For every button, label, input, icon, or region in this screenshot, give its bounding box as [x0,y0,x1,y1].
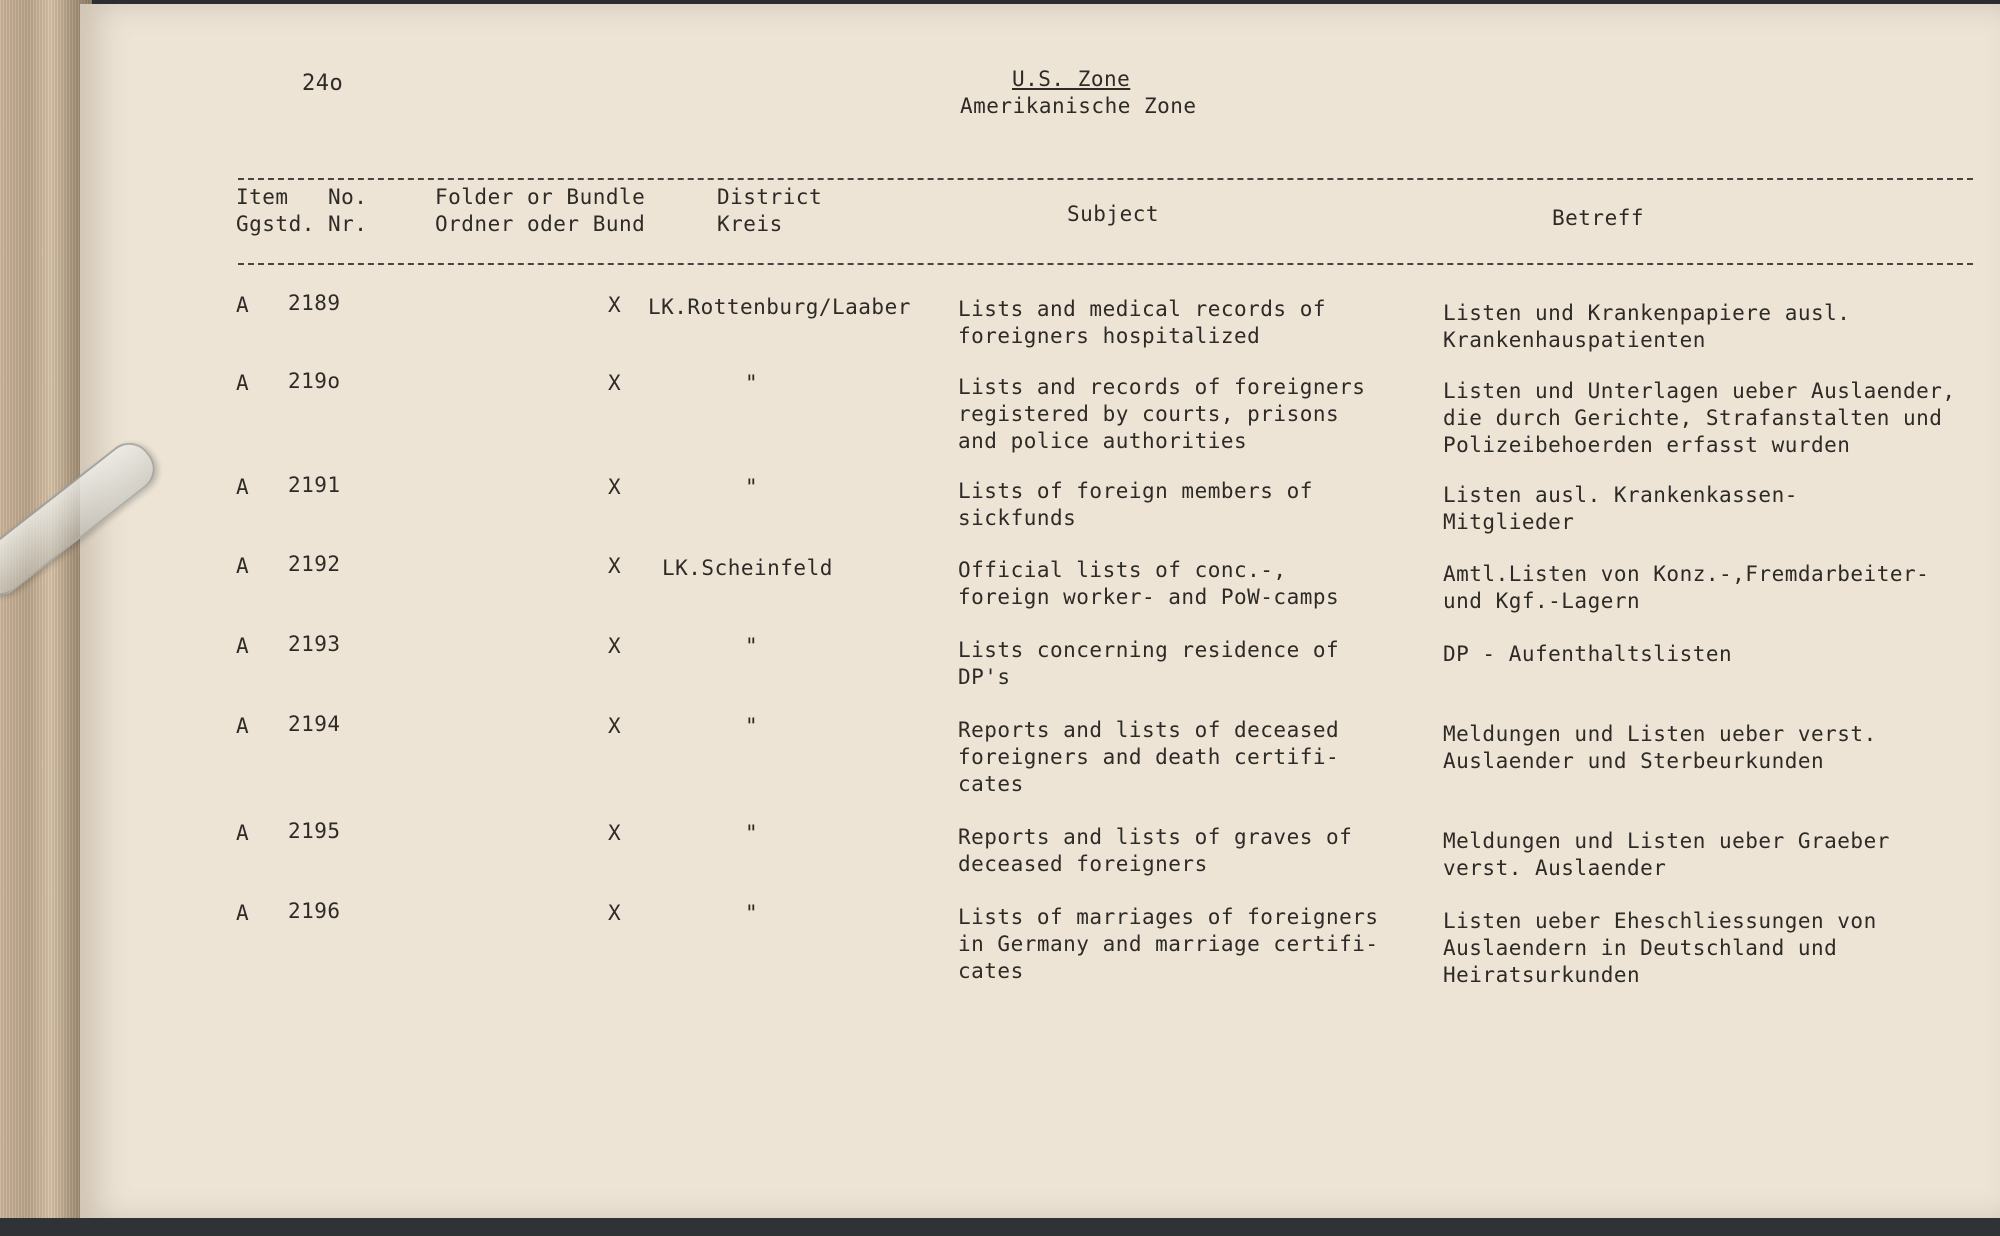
col-header-subject: Subject [1067,202,1160,226]
col-header-no: No. [328,185,368,209]
row-subject-line: sickfunds [958,506,1077,530]
header-rule-bottom [238,263,1973,265]
row-subject-line: Lists concerning residence of [958,638,1340,662]
row-subject-line: foreigners hospitalized [958,324,1261,348]
row-folder: X [608,554,622,578]
row-subject-line: cates [958,959,1024,983]
row-district: LK.Rottenburg/Laaber [648,295,911,319]
row-number: 2192 [288,552,341,576]
row-betreff-line: Listen und Krankenpapiere ausl. [1443,301,1851,325]
row-betreff-line: Mitglieder [1443,510,1575,534]
row-item: A [236,714,250,738]
row-folder: X [608,293,622,317]
row-betreff-line: Krankenhauspatienten [1443,328,1706,352]
row-betreff-line: Auslaender und Sterbeurkunden [1443,749,1825,773]
row-betreff-line: Listen und Unterlagen ueber Auslaender, [1443,379,1956,403]
row-betreff-line: Auslaendern in Deutschland und [1443,936,1838,960]
page-title: U.S. Zone [1012,67,1131,91]
col-header-folder-de: Ordner oder Bund [435,212,646,236]
row-betreff-line: Meldungen und Listen ueber verst. [1443,722,1877,746]
page-number: 24o [302,71,344,96]
row-betreff-line: Polizeibehoerden erfasst wurden [1443,433,1851,457]
row-subject-line: deceased foreigners [958,852,1208,876]
row-district: " [745,475,759,499]
page-subtitle: Amerikanische Zone [960,94,1197,118]
row-subject-line: Reports and lists of deceased [958,718,1340,742]
col-header-item: Item [236,185,289,209]
scanner-background [0,1218,2000,1236]
row-district: LK.Scheinfeld [662,556,833,580]
row-folder: X [608,475,622,499]
row-item: A [236,475,250,499]
row-betreff-line: die durch Gerichte, Strafanstalten und [1443,406,1943,430]
col-header-district: District [717,185,823,209]
header-rule-top [238,178,1973,180]
row-subject-line: Official lists of conc.-, [958,558,1287,582]
row-folder: X [608,821,622,845]
row-district: " [745,371,759,395]
row-subject-line: foreign worker- and PoW-camps [958,585,1340,609]
row-number: 2194 [288,712,341,736]
row-subject-line: DP's [958,665,1011,689]
row-subject-line: cates [958,772,1024,796]
row-district: " [745,634,759,658]
row-folder: X [608,901,622,925]
row-subject-line: Lists and records of foreigners [958,375,1366,399]
col-header-item-de: Ggstd. [236,212,315,236]
row-item: A [236,821,250,845]
row-betreff-line: verst. Auslaender [1443,856,1667,880]
row-item: A [236,634,250,658]
row-number: 2196 [288,899,341,923]
row-number: 219o [288,369,341,393]
row-betreff-line: Amtl.Listen von Konz.-,Fremdarbeiter- [1443,562,1930,586]
row-subject-line: in Germany and marriage certifi- [958,932,1379,956]
row-number: 2195 [288,819,341,843]
row-subject-line: and police authorities [958,429,1248,453]
col-header-district-de: Kreis [717,212,783,236]
col-header-folder: Folder or Bundle [435,185,646,209]
row-betreff-line: Heiratsurkunden [1443,963,1641,987]
book-edge [0,0,92,1218]
row-district: " [745,714,759,738]
row-item: A [236,371,250,395]
row-district: " [745,821,759,845]
row-betreff-line: Listen ausl. Krankenkassen- [1443,483,1798,507]
row-item: A [236,293,250,317]
row-number: 2191 [288,473,341,497]
row-number: 2189 [288,291,341,315]
col-header-betreff: Betreff [1552,206,1645,230]
row-betreff-line: Meldungen und Listen ueber Graeber [1443,829,1890,853]
row-subject-line: Lists of foreign members of [958,479,1313,503]
row-subject-line: Lists of marriages of foreigners [958,905,1379,929]
row-folder: X [608,371,622,395]
row-item: A [236,901,250,925]
row-subject-line: registered by courts, prisons [958,402,1340,426]
row-subject-line: foreigners and death certifi- [958,745,1340,769]
row-folder: X [608,634,622,658]
document-page [80,4,2000,1220]
row-number: 2193 [288,632,341,656]
row-betreff-line: Listen ueber Eheschliessungen von [1443,909,1877,933]
row-betreff-line: und Kgf.-Lagern [1443,589,1641,613]
row-folder: X [608,714,622,738]
row-betreff-line: DP - Aufenthaltslisten [1443,642,1733,666]
row-subject-line: Reports and lists of graves of [958,825,1353,849]
row-item: A [236,554,250,578]
row-subject-line: Lists and medical records of [958,297,1327,321]
col-header-no-de: Nr. [328,212,368,236]
row-district: " [745,901,759,925]
